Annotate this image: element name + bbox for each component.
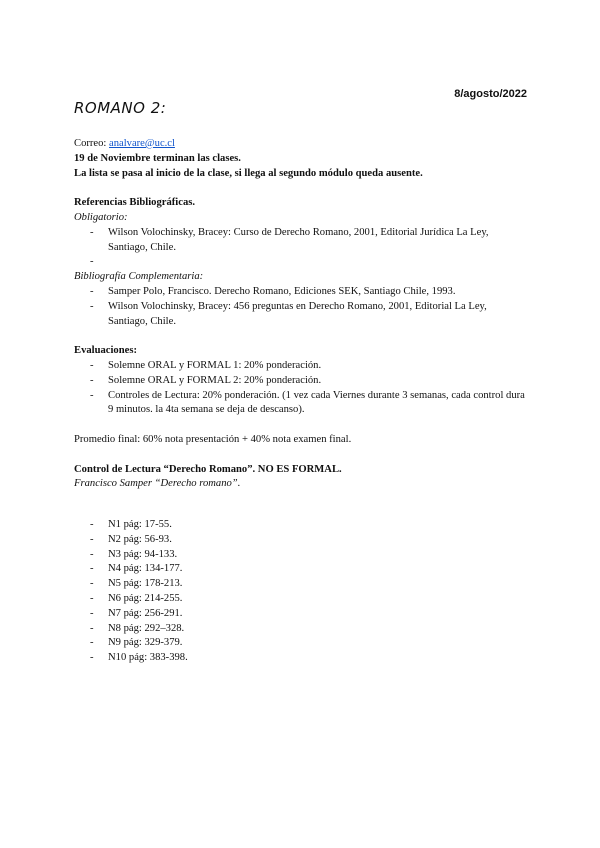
bullet-dash: - [90, 563, 94, 575]
notice-end-of-classes: 19 de Noviembre terminan las clases. [74, 152, 241, 164]
list-item [74, 359, 528, 374]
list-item [74, 651, 534, 666]
bullet-dash: - [90, 518, 94, 530]
bullet-dash: - [90, 226, 94, 238]
list-item [74, 622, 534, 637]
bullet-dash: - [90, 652, 94, 664]
list-item-text: Controles de Lectura: 20% ponderación. (1 vez cada Viernes durante 3 semanas, cada control dura 9 minutos. la 4ta semana se deja de descanso). [108, 389, 525, 416]
email-link[interactable]: analvare@uc.cl [109, 138, 175, 149]
list-item [74, 592, 534, 607]
evaluations-list [74, 359, 534, 418]
evaluations-heading: Evaluaciones: [74, 345, 137, 357]
list-item [74, 548, 534, 563]
reading-control-heading: Control de Lectura “Derecho Romano”. NO ES FORMAL. [74, 463, 342, 475]
list-item-text: Wilson Volochinsky, Bracey: 456 preguntas en Derecho Romano, 2001, Editorial La Ley, Santiago, Chile. [108, 300, 487, 327]
list-item [74, 300, 528, 330]
bullet-dash: - [90, 592, 94, 604]
bullet-dash: - [90, 389, 94, 401]
list-item-text: Samper Polo, Francisco. Derecho Romano, Ediciones SEK, Santiago Chile, 1993. [108, 285, 456, 297]
list-item-text: Wilson Volochinsky, Bracey: Curso de Derecho Romano, 2001, Editorial Jurídica La Ley, Santiago, Chile. [108, 226, 489, 253]
document-body [74, 137, 534, 666]
list-item-text: N8 pág: 292–328. [108, 622, 185, 634]
list-item [74, 577, 534, 592]
reading-control-subtitle: Francisco Samper “Derecho romano”. [74, 478, 241, 490]
list-item [74, 226, 528, 256]
list-item [74, 562, 534, 577]
document-date: 8/agosto/2022 [454, 88, 527, 100]
list-item [74, 374, 528, 389]
list-item-text: Solemne ORAL y FORMAL 1: 20% ponderación. [108, 359, 322, 371]
list-item [74, 285, 528, 300]
references-heading: Referencias Bibliográficas. [74, 197, 196, 209]
complementary-list [74, 285, 534, 329]
bullet-dash: - [90, 533, 94, 545]
document-title: ROMANO 2: [74, 99, 167, 117]
list-item-text: N2 pág: 56-93. [108, 533, 172, 545]
bullet-dash: - [90, 374, 94, 386]
notice-attendance: La lista se pasa al inicio de la clase, si llega al segundo módulo queda ausente. [74, 167, 423, 179]
list-item [74, 607, 534, 622]
list-item-text: N4 pág: 134-177. [108, 563, 183, 575]
list-item [74, 636, 534, 651]
list-item [74, 255, 528, 270]
complementary-label: Bibliografía Complementaria: [74, 271, 204, 283]
contact-label: Correo: [74, 138, 110, 149]
bullet-dash: - [90, 256, 94, 268]
bullet-dash: - [90, 359, 94, 371]
bullet-dash: - [90, 578, 94, 590]
mandatory-label: Obligatorio: [74, 211, 128, 223]
list-item-text: N7 pág: 256-291. [108, 607, 183, 619]
list-item-text: N9 pág: 329-379. [108, 637, 183, 649]
bullet-dash: - [90, 285, 94, 297]
reading-control-list [74, 518, 534, 666]
list-item-text: Solemne ORAL y FORMAL 2: 20% ponderación. [108, 374, 322, 386]
list-item-text: N6 pág: 214-255. [108, 592, 183, 604]
list-item [74, 533, 534, 548]
bullet-dash: - [90, 300, 94, 312]
list-item [74, 389, 528, 419]
mandatory-list [74, 226, 534, 270]
list-item-text: N10 pág: 383-398. [108, 652, 188, 664]
final-average: Promedio final: 60% nota presentación + 40% nota examen final. [74, 433, 352, 445]
list-item-text: N3 pág: 94-133. [108, 548, 178, 560]
contact-line [74, 137, 534, 152]
list-item-text: N5 pág: 178-213. [108, 578, 183, 590]
bullet-dash: - [90, 548, 94, 560]
bullet-dash: - [90, 637, 94, 649]
list-item [74, 518, 534, 533]
bullet-dash: - [90, 622, 94, 634]
bullet-dash: - [90, 607, 94, 619]
list-item-text: N1 pág: 17-55. [108, 518, 172, 530]
